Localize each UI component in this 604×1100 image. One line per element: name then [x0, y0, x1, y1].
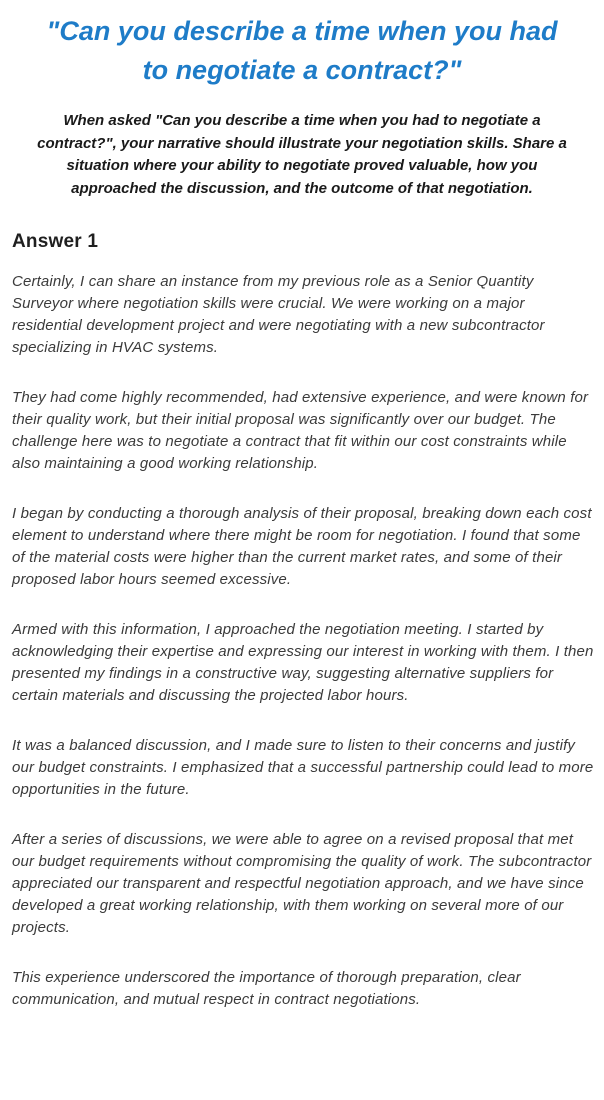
page-title	[8, 12, 596, 90]
page-title-line-1: "Can you describe a time when you had	[46, 16, 558, 46]
answer-paragraph-4: Armed with this information, I approached the negotiation meeting. I started by acknowledging their expertise and expressing our interest in working with them. I then presented my findings in a constructive way, suggesting alternative suppliers for certain materials and discussing the projected labor hours.	[12, 621, 594, 704]
answer-paragraph-5: It was a balanced discussion, and I made sure to listen to their concerns and justify our budget constraints. I emphasized that a successful partnership could lead to more opportunities in the future.	[12, 737, 594, 798]
intro-paragraph: When asked "Can you describe a time when you had to negotiate a contract?", your narrative should illustrate your negotiation skills. Share a situation where your ability to negotiate proved valuable, how you approached the discussion, and the outcome of that negotiation.	[37, 112, 567, 197]
answer-paragraph-2: They had come highly recommended, had extensive experience, and were known for their quality work, but their initial proposal was significantly over our budget. The challenge here was to negotiate a contract that fit within our cost constraints while also maintaining a good working relationship.	[12, 389, 589, 472]
page-title-line-2: to negotiate a contract?"	[142, 55, 462, 85]
answer-body	[12, 271, 594, 1011]
answer-paragraph-3: I began by conducting a thorough analysis of their proposal, breaking down each cost element to understand where there might be room for negotiation. I found that some of the material costs were higher than the current market rates, and some of their proposed labor hours seemed excessive.	[12, 505, 592, 588]
answer-paragraph-1: Certainly, I can share an instance from my previous role as a Senior Quantity Surveyor where negotiation skills were crucial. We were working on a major residential development project and were negotiating with a new subcontractor specializing in HVAC systems.	[12, 273, 545, 356]
answer-paragraph-7: This experience underscored the importance of thorough preparation, clear communication, and mutual respect in contract negotiations.	[12, 969, 521, 1008]
answer-paragraph-6: After a series of discussions, we were able to agree on a revised proposal that met our budget requirements without compromising the quality of work. The subcontractor appreciated our transparent and respectful negotiation approach, and we have since developed a great working relationship, with them working on several more of our projects.	[12, 831, 592, 936]
answer-heading: Answer 1	[12, 231, 99, 252]
